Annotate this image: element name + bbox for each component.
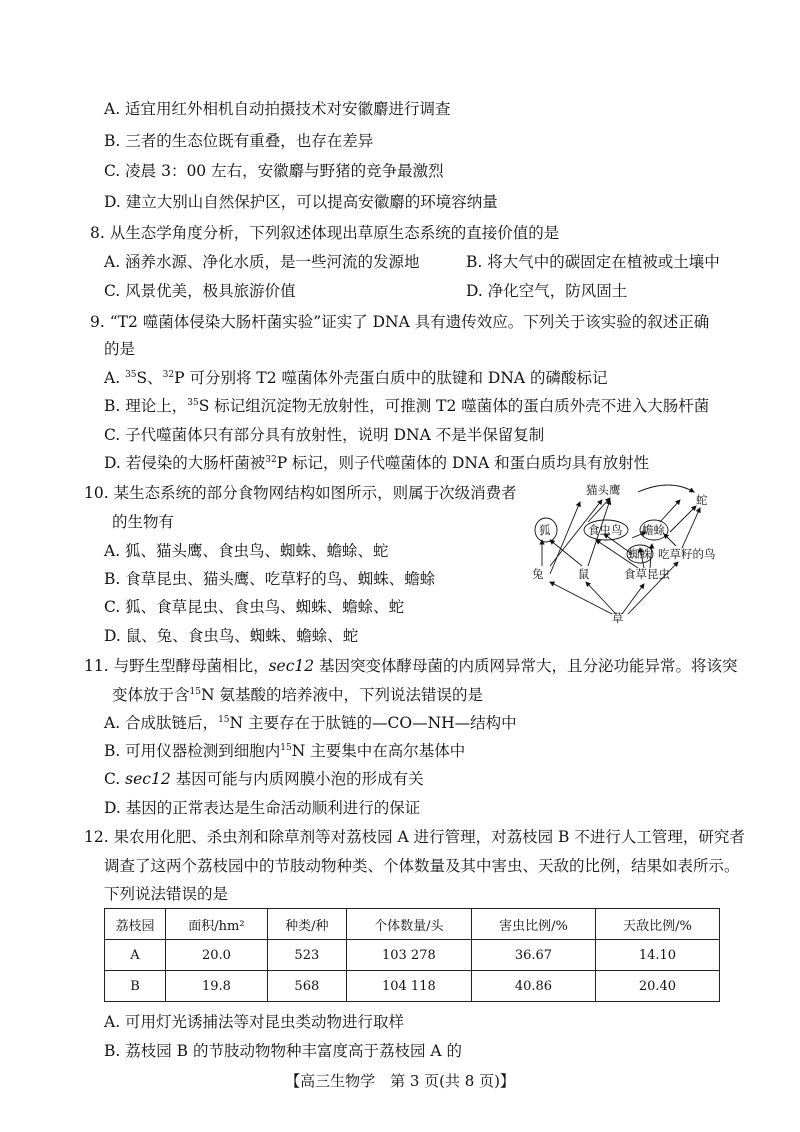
q11-option-b: B. 可用仪器检测到细胞内$^{15}$N 主要集中在高尔基体中	[104, 742, 466, 760]
food-web-grass: 草	[612, 611, 624, 624]
table-cell: 36.67	[471, 940, 595, 971]
q12-stem-line2: 调查了这两个荔枝园中的节肢动物种类、个体数量及其中害虫、天敌的比例，结果如表所示。	[104, 857, 740, 875]
table-cell: 568	[267, 971, 346, 1002]
food-web-diagram	[520, 474, 720, 624]
table-header-cell: 种类/种	[267, 909, 346, 940]
table-cell: 20.40	[595, 971, 719, 1002]
food-web-seed-bird: 吃草籽的鸟	[658, 547, 716, 561]
q12-option-a: A. 可用灯光诱捕法等对昆虫类动物进行取样	[104, 1013, 405, 1031]
q11-option-a: A. 合成肽链后，$^{15}$N 主要存在于肽链的—CO—NH—结构中	[104, 714, 517, 732]
q9-option-c: C. 子代噬菌体只有部分具有放射性，说明 DNA 不是半保留复制	[104, 426, 545, 444]
orchard-data-table	[104, 908, 720, 1002]
table-header-cell: 荔枝园	[105, 909, 166, 940]
q11-option-d: D. 基因的正常表达是生命活动顺利进行的保证	[104, 799, 421, 817]
food-web-insect-bird: 食虫鸟	[588, 523, 623, 537]
q8-stem: 8. 从生态学角度分析，下列叙述体现出草原生态系统的直接价值的是	[90, 224, 560, 242]
q7-option-c: C. 凌晨 3：00 左右，安徽麝与野猪的竞争最激烈	[104, 162, 444, 180]
q9-stem-line2: 的是	[104, 340, 136, 358]
q10-option-a: A. 狐、猫头鹰、食虫鸟、蜘蛛、蟾蜍、蛇	[104, 542, 389, 560]
q8-option-d: D. 净化空气，防风固土	[466, 282, 628, 300]
table-cell: B	[105, 971, 166, 1002]
table-cell: A	[105, 940, 166, 971]
q9-stem-line1: 9. “T2 噬菌体侵染大肠杆菌实验”证实了 DNA 具有遗传效应。下列关于该实验的叙述正确	[90, 313, 710, 331]
food-web-spider: 蜘蛛	[628, 547, 651, 561]
q8-option-c: C. 风景优美，极具旅游价值	[104, 282, 296, 300]
table-header-cell: 天敌比例/%	[595, 909, 719, 940]
q10-stem-line2: 的生物有	[112, 513, 175, 531]
table-cell: 20.0	[166, 940, 268, 971]
q11-option-c: C. sec12 基因可能与内质网膜小泡的形成有关	[104, 770, 424, 788]
q10-option-c: C. 狐、食草昆虫、食虫鸟、蜘蛛、蟾蜍、蛇	[104, 598, 405, 616]
q10-option-d: D. 鼠、兔、食虫鸟、蜘蛛、蟾蜍、蛇	[104, 627, 359, 645]
table-header-row	[105, 909, 720, 940]
q12-option-b: B. 荔枝园 B 的节肢动物物种丰富度高于荔枝园 A 的	[104, 1042, 463, 1060]
food-web-toad: 蟾蜍	[642, 523, 665, 537]
q11-stem-line2: 变体放于含$^{15}$N 氨基酸的培养液中，下列说法错误的是	[112, 686, 483, 704]
table-cell: 103 278	[346, 940, 471, 971]
table-cell: 14.10	[595, 940, 719, 971]
food-web-fox: 狐	[539, 523, 551, 537]
page-footer: 【高三生物学 第 3 页(共 8 页)】	[285, 1072, 515, 1090]
table-row	[105, 940, 720, 971]
q9-option-b: B. 理论上，$^{35}$S 标记组沉淀物无放射性，可推测 T2 噬菌体的蛋白质外壳不进入大肠杆菌	[104, 397, 710, 415]
table-header-cell: 面积/hm²	[166, 909, 268, 940]
q8-option-a: A. 涵养水源、净化水质，是一些河流的发源地	[104, 253, 420, 271]
table-row	[105, 971, 720, 1002]
q8-option-b: B. 将大气中的碳固定在植被或土壤中	[466, 253, 720, 271]
table-cell: 523	[267, 940, 346, 971]
food-web-rabbit: 兔	[532, 567, 544, 581]
table-cell: 19.8	[166, 971, 268, 1002]
q7-option-a: A. 适宜用红外相机自动拍摄技术对安徽麝进行调查	[104, 100, 451, 118]
q7-option-b: B. 三者的生态位既有重叠，也存在差异	[104, 132, 374, 150]
table-header-cell: 害虫比例/%	[471, 909, 595, 940]
q11-stem-line1: 11. 与野生型酵母菌相比，sec12 基因突变体酵母菌的内质网异常大，且分泌功能异常。将该突	[84, 657, 738, 675]
q9-option-a: A. $^{35}$S、$^{32}$P 可分别将 T2 噬菌体外壳蛋白质中的肽键和 DNA 的磷酸标记	[104, 369, 608, 387]
table-cell: 104 118	[346, 971, 471, 1002]
food-web-owl: 猫头鹰	[586, 483, 621, 497]
q9-option-d: D. 若侵染的大肠杆菌被$^{32}$P 标记，则子代噬菌体的 DNA 和蛋白质均具有放射性	[104, 454, 650, 472]
table-header-cell: 个体数量/头	[346, 909, 471, 940]
q12-stem-line1: 12. 果农用化肥、杀虫剂和除草剂等对荔枝园 A 进行管理，对荔枝园 B 不进行人工管理，研究者	[84, 828, 745, 846]
food-web-mouse: 鼠	[578, 567, 590, 581]
table-cell: 40.86	[471, 971, 595, 1002]
food-web-herb-insect: 食草昆虫	[624, 567, 670, 581]
q12-stem-line3: 下列说法错误的是	[104, 885, 229, 903]
q10-stem-line1: 10. 某生态系统的部分食物网结构如图所示，则属于次级消费者	[84, 484, 517, 502]
q10-option-b: B. 食草昆虫、猫头鹰、吃草籽的鸟、蜘蛛、蟾蜍	[104, 570, 436, 588]
q7-option-d: D. 建立大别山自然保护区，可以提高安徽麝的环境容纳量	[104, 193, 498, 211]
food-web-snake: 蛇	[696, 493, 708, 507]
